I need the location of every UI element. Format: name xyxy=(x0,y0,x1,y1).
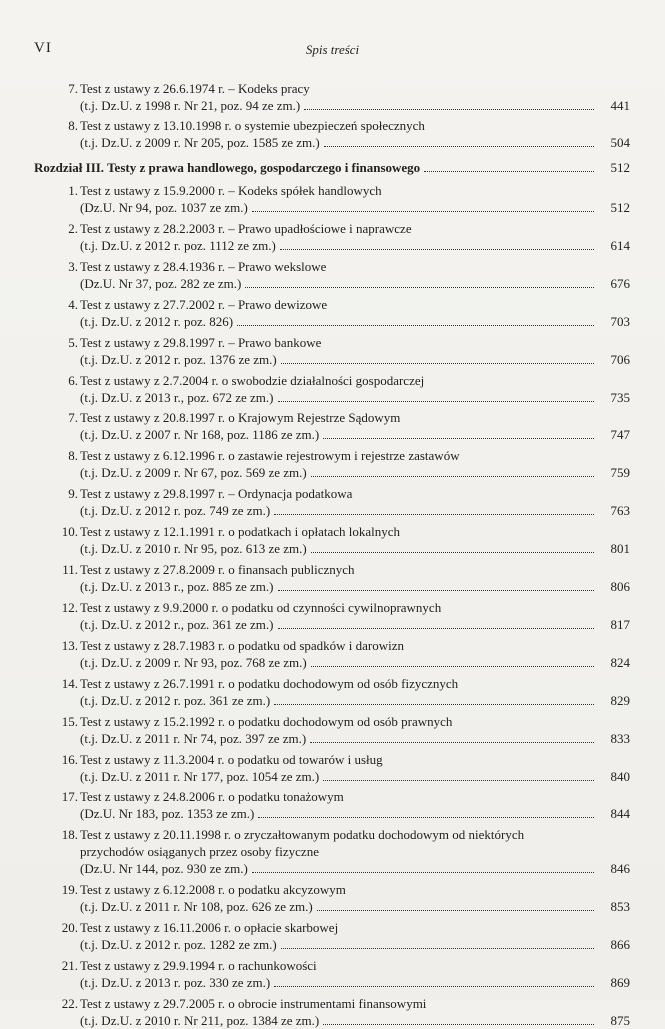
toc-entry-reference xyxy=(80,389,630,406)
toc-entry-title-line xyxy=(34,788,630,805)
toc-entry-number: 20. xyxy=(61,920,78,936)
toc-entry-number: 7. xyxy=(68,81,78,96)
toc-entry-reference xyxy=(80,860,630,877)
chapter-heading xyxy=(34,159,630,176)
toc-entry-title: Test z ustawy z 16.11.2006 r. o opłacie skarbowej xyxy=(80,920,339,936)
toc-entry xyxy=(34,561,630,595)
toc-entry-reference xyxy=(80,313,630,330)
toc-entry-title: Test z ustawy z 15.9.2000 r. – Kodeks spółek handlowych xyxy=(80,183,382,198)
chapter-heading-line xyxy=(34,159,630,176)
toc-entry-reference-line xyxy=(34,1012,630,1029)
toc-entry-title: Test z ustawy z 29.7.2005 r. o obrocie instrumentami finansowymi xyxy=(80,996,427,1012)
toc-entry-citation: (t.j. Dz.U. z 2011 r. Nr 177, poz. 1054 ze zm.) xyxy=(80,768,320,784)
toc-entry-reference-line xyxy=(34,313,630,330)
toc-entry-number: 4. xyxy=(68,296,78,312)
toc-entry-number: 5. xyxy=(68,334,78,350)
toc-entry-reference-line xyxy=(34,616,630,633)
toc-entry-number: 22. xyxy=(61,996,78,1012)
toc-entry-reference xyxy=(80,898,630,915)
toc-entry-citation: (t.j. Dz.U. z 2012 r., poz. 361 ze zm.) xyxy=(80,616,274,632)
toc-entry-reference-line xyxy=(34,805,630,822)
toc-entry-title-line xyxy=(34,843,630,860)
toc-entry-reference xyxy=(80,578,630,595)
leader-dots xyxy=(252,871,594,873)
leader-dots xyxy=(311,665,594,667)
leader-dots xyxy=(281,362,594,364)
toc-entry-title: Test z ustawy z 20.11.1998 r. o zryczałtowanym podatku dochodowym od niektórych xyxy=(80,827,525,843)
toc-entry-reference xyxy=(80,654,630,671)
toc-entry-number: 6. xyxy=(68,372,78,388)
toc-entry-reference-line xyxy=(34,389,630,406)
toc-entry-reference-line xyxy=(34,351,630,368)
toc-entry-reference xyxy=(80,768,630,785)
toc-entry-reference xyxy=(80,426,630,443)
toc-entry-page: 441 xyxy=(610,98,630,113)
toc-entry xyxy=(34,826,630,877)
toc-entry xyxy=(34,220,630,254)
toc-entry-citation: (t.j. Dz.U. z 2013 r., poz. 672 ze zm.) xyxy=(80,389,274,405)
leader-dots xyxy=(323,1023,594,1025)
toc-entry-title: Test z ustawy z 28.2.2003 r. – Prawo upadłościowe i naprawcze xyxy=(80,220,412,236)
toc-entry-title: Test z ustawy z 27.7.2002 r. – Prawo dewizowe xyxy=(80,296,328,312)
toc-entry-reference-line xyxy=(34,692,630,709)
toc-entry-reference-line xyxy=(34,540,630,557)
toc-entry-page: 676 xyxy=(610,275,630,291)
toc-entry-page: 706 xyxy=(610,351,630,367)
toc-entry-number: 7. xyxy=(68,410,78,426)
toc-entry-title-line xyxy=(34,995,630,1012)
toc-entry-citation: (t.j. Dz.U. z 2011 r. Nr 108, poz. 626 ze zm.) xyxy=(80,899,313,915)
leader-dots xyxy=(274,985,594,987)
toc-entry-number: 9. xyxy=(68,486,78,502)
toc-entry xyxy=(34,372,630,406)
toc-entry-title: Test z ustawy z 6.12.1996 r. o zastawie rejestrowym i rejestrze zastawów xyxy=(80,448,460,464)
toc-entry-number: 15. xyxy=(61,713,78,729)
toc-entry-title-line xyxy=(34,599,630,616)
leader-dots xyxy=(324,145,594,147)
toc-entry-number: 21. xyxy=(61,958,78,974)
toc-entry-number: 17. xyxy=(61,789,78,805)
toc-entry-reference xyxy=(80,237,630,254)
chapter-title: Rozdział III. Testy z prawa handlowego, gospodarczego i finansowego xyxy=(34,159,421,175)
leader-dots xyxy=(323,437,594,439)
toc-entry-reference xyxy=(80,97,630,114)
toc-entry-citation: (t.j. Dz.U. z 2012 r. poz. 1376 ze zm.) xyxy=(80,351,277,367)
toc-entry xyxy=(34,881,630,915)
toc-entry-reference xyxy=(80,134,630,151)
toc-entry-page: 504 xyxy=(610,135,630,151)
toc-entry-citation: (Dz.U. Nr 144, poz. 930 ze zm.) xyxy=(80,861,248,877)
toc-entry-page: 829 xyxy=(610,692,630,708)
toc-entry-reference xyxy=(80,540,630,557)
toc-entry-reference xyxy=(80,805,630,822)
toc-entry-page: 853 xyxy=(610,899,630,915)
toc-entry-page: 869 xyxy=(610,975,630,991)
leader-dots xyxy=(278,589,594,591)
toc-entry-title-line xyxy=(34,561,630,578)
page-header xyxy=(0,40,665,60)
toc-entry-citation: (Dz.U. Nr 183, poz. 1353 ze zm.) xyxy=(80,806,255,822)
toc-entry-title-line xyxy=(34,447,630,464)
toc-entry-title-line xyxy=(34,220,630,237)
toc-entry xyxy=(34,334,630,368)
toc-entry-page: 844 xyxy=(610,806,630,822)
toc-entry xyxy=(34,919,630,953)
toc-entry-number: 10. xyxy=(61,524,78,540)
toc-entry-title: Test z ustawy z 20.8.1997 r. o Krajowym Rejestrze Sądowym xyxy=(80,410,401,426)
toc-entry-citation: (t.j. Dz.U. z 2009 r. Nr 205, poz. 1585 ze zm.) xyxy=(80,135,320,151)
toc-entry xyxy=(34,713,630,747)
leader-dots xyxy=(280,248,594,250)
toc-entry-page: 806 xyxy=(610,579,630,594)
toc-entry-title: Test z ustawy z 26.7.1991 r. o podatku dochodowym od osób fizycznych xyxy=(80,675,459,691)
running-title: Spis treści xyxy=(305,42,360,57)
toc-entry-title-line xyxy=(34,117,630,134)
toc-entry-number: 12. xyxy=(61,599,78,615)
leader-dots xyxy=(245,286,594,288)
leader-dots xyxy=(281,947,594,949)
toc-entry-citation: (t.j. Dz.U. z 2013 r. poz. 330 ze zm.) xyxy=(80,975,271,991)
toc-entry xyxy=(34,117,630,151)
toc-entry-number: 8. xyxy=(68,448,78,464)
toc-entry-citation: (t.j. Dz.U. z 2010 r. Nr 211, poz. 1384 ze zm.) xyxy=(80,1013,320,1029)
toc-entry-title-line xyxy=(34,523,630,540)
toc-entry-title: Test z ustawy z 15.2.1992 r. o podatku dochodowym od osób prawnych xyxy=(80,713,453,729)
toc-entry-title-line xyxy=(34,881,630,898)
toc-entry-number: 18. xyxy=(61,827,78,843)
toc-entry-page: 824 xyxy=(610,654,630,670)
chapter-page: 512 xyxy=(610,159,630,175)
leader-dots xyxy=(278,627,594,629)
toc-entry-page: 703 xyxy=(610,313,630,329)
toc-entry-title-line xyxy=(34,258,630,275)
toc-entry-reference-line xyxy=(34,502,630,519)
leader-dots xyxy=(311,551,594,553)
toc-entry-title: Test z ustawy z 6.12.2008 r. o podatku akcyzowym xyxy=(80,882,346,898)
toc-entry-title: Test z ustawy z 26.6.1974 r. – Kodeks pracy xyxy=(80,81,310,96)
toc-entry-title: Test z ustawy z 29.8.1997 r. – Prawo bankowe xyxy=(80,334,322,350)
toc-entry-title: Test z ustawy z 11.3.2004 r. o podatku od towarów i usług xyxy=(80,751,383,767)
toc-entry-title-line xyxy=(34,957,630,974)
toc-entry-citation: (t.j. Dz.U. z 2012 r. poz. 361 ze zm.) xyxy=(80,692,271,708)
toc-entry-citation: (t.j. Dz.U. z 2012 r. poz. 1282 ze zm.) xyxy=(80,937,277,953)
toc-entry-citation: (t.j. Dz.U. z 2009 r. Nr 93, poz. 768 ze zm.) xyxy=(80,654,307,670)
toc-entry-page: 866 xyxy=(610,937,630,953)
leader-dots xyxy=(278,400,594,402)
toc-entry-page: 875 xyxy=(610,1013,630,1029)
toc-entry-page: 747 xyxy=(610,427,630,443)
toc-entry-reference-line xyxy=(34,974,630,991)
toc-entry-page: 833 xyxy=(610,730,630,746)
leader-dots xyxy=(310,741,594,743)
toc-entry-title-line xyxy=(34,485,630,502)
toc-entry-reference xyxy=(80,351,630,368)
toc-entry-title: Test z ustawy z 12.1.1991 r. o podatkach i opłatach lokalnych xyxy=(80,524,401,540)
toc-entry xyxy=(34,995,630,1029)
leader-dots xyxy=(323,779,594,781)
toc-entry xyxy=(34,447,630,481)
toc-entry xyxy=(34,258,630,292)
toc-entry-reference-line xyxy=(34,898,630,915)
toc-entry xyxy=(34,637,630,671)
toc-entry-title-line xyxy=(34,334,630,351)
toc-entry-citation: (t.j. Dz.U. z 2010 r. Nr 95, poz. 613 ze zm.) xyxy=(80,541,307,557)
toc-entry xyxy=(34,80,630,114)
toc-entry-reference xyxy=(80,974,630,991)
chapter-heading-row xyxy=(34,159,630,176)
toc-entry-page: 801 xyxy=(610,541,630,557)
toc-entry-reference-line xyxy=(34,199,630,216)
toc-entry-reference-line xyxy=(34,860,630,877)
toc-entry-citation: (t.j. Dz.U. z 2007 r. Nr 168, poz. 1186 ze zm.) xyxy=(80,427,320,443)
toc-entry-page: 846 xyxy=(610,861,630,877)
toc-entry-reference-line xyxy=(34,134,630,151)
page-number: VI xyxy=(34,40,52,56)
toc-entry xyxy=(34,182,630,216)
leader-dots xyxy=(424,170,594,172)
toc-entry-page: 817 xyxy=(610,616,630,632)
toc-entry-title-line xyxy=(34,637,630,654)
toc-entry-title: Test z ustawy z 2.7.2004 r. o swobodzie działalności gospodarczej xyxy=(80,372,425,388)
toc-entry-citation: (t.j. Dz.U. z 2012 r. poz. 1112 ze zm.) xyxy=(80,237,276,253)
toc-entry-page: 763 xyxy=(610,503,630,519)
toc-entry-title-continued: przychodów osiąganych przez osoby fizyczne xyxy=(80,844,319,860)
toc-entry-citation: (t.j. Dz.U. z 2013 r., poz. 885 ze zm.) xyxy=(80,579,274,594)
toc-entry-reference xyxy=(80,936,630,953)
toc-entry xyxy=(34,788,630,822)
toc-entry-reference-line xyxy=(34,936,630,953)
toc-entry-page: 512 xyxy=(610,200,630,215)
toc-entry-reference-line xyxy=(34,275,630,292)
toc-entry-reference-line xyxy=(34,730,630,747)
toc-entry xyxy=(34,957,630,991)
toc-entry-title: Test z ustawy z 27.8.2009 r. o finansach publicznych xyxy=(80,562,355,577)
leader-dots xyxy=(237,324,594,326)
leader-dots xyxy=(274,513,594,515)
toc-entry-reference-line xyxy=(34,237,630,254)
toc-entry-citation: (Dz.U. Nr 94, poz. 1037 ze zm.) xyxy=(80,200,248,215)
leader-dots xyxy=(317,909,594,911)
toc-entry-page: 614 xyxy=(610,237,630,253)
toc-entry-title-line xyxy=(34,751,630,768)
toc-entry-reference-line xyxy=(34,426,630,443)
toc-entry-reference-line xyxy=(34,578,630,595)
toc-entry-title: Test z ustawy z 24.8.2006 r. o podatku tonażowym xyxy=(80,789,344,805)
toc-entry-page: 735 xyxy=(610,389,630,405)
toc-entry-citation: (Dz.U. Nr 37, poz. 282 ze zm.) xyxy=(80,275,242,291)
toc-entry-title: Test z ustawy z 29.8.1997 r. – Ordynacja podatkowa xyxy=(80,486,353,502)
toc-entry-citation: (t.j. Dz.U. z 2011 r. Nr 74, poz. 397 ze zm.) xyxy=(80,730,307,746)
toc-entry xyxy=(34,485,630,519)
toc-entry xyxy=(34,675,630,709)
toc-entry xyxy=(34,523,630,557)
toc-entry-title-line xyxy=(34,409,630,426)
toc-entry-reference xyxy=(80,1012,630,1029)
toc-entry-title: Test z ustawy z 29.9.1994 r. o rachunkowości xyxy=(80,958,317,974)
toc-entry-title: Test z ustawy z 28.4.1936 r. – Prawo wekslowe xyxy=(80,258,327,274)
toc-entry-title-line xyxy=(34,372,630,389)
toc-entry-reference xyxy=(80,502,630,519)
toc-entry-title-line xyxy=(34,675,630,692)
toc-entry-number: 19. xyxy=(61,882,78,898)
toc-entry-title: Test z ustawy z 9.9.2000 r. o podatku od czynności cywilnoprawnych xyxy=(80,599,442,615)
toc-entry xyxy=(34,296,630,330)
toc-entry-reference-line xyxy=(34,654,630,671)
toc-entry-title: Test z ustawy z 28.7.1983 r. o podatku od spadków i darowizn xyxy=(80,637,405,653)
toc-entry-title: Test z ustawy z 13.10.1998 r. o systemie ubezpieczeń społecznych xyxy=(80,118,425,134)
toc-entry-number: 2. xyxy=(68,220,78,236)
toc-entry-reference xyxy=(80,199,630,216)
toc-entry-number: 3. xyxy=(68,258,78,274)
toc-entry-citation: (t.j. Dz.U. z 2012 r. poz. 826) xyxy=(80,313,234,329)
toc-entry xyxy=(34,751,630,785)
leader-dots xyxy=(258,816,594,818)
toc-entry-title-line xyxy=(34,919,630,936)
toc-entry-page: 759 xyxy=(610,465,630,481)
toc-entry-reference-line xyxy=(34,97,630,114)
toc-entry-reference xyxy=(80,464,630,481)
toc-entry-reference-line xyxy=(34,464,630,481)
toc-entry xyxy=(34,409,630,443)
toc-entry-title-line xyxy=(34,80,630,97)
toc-entry-number: 14. xyxy=(61,675,78,691)
leader-dots xyxy=(252,210,594,212)
toc-entry-title-line xyxy=(34,296,630,313)
toc-entry xyxy=(34,599,630,633)
toc-entry-number: 1. xyxy=(68,183,78,198)
toc-entry-number: 11. xyxy=(62,562,78,577)
leader-dots xyxy=(311,475,594,477)
toc-entry-title-line xyxy=(34,182,630,199)
leader-dots xyxy=(274,703,594,705)
toc-entry-number: 16. xyxy=(61,751,78,767)
toc-entry-reference xyxy=(80,616,630,633)
leader-dots xyxy=(304,108,594,110)
toc-entry-citation: (t.j. Dz.U. z 2009 r. Nr 67, poz. 569 ze zm.) xyxy=(80,465,307,481)
toc-entry-citation: (t.j. Dz.U. z 1998 r. Nr 21, poz. 94 ze zm.) xyxy=(80,98,301,113)
toc-entry-number: 8. xyxy=(68,118,78,134)
toc-entry-title-line xyxy=(34,713,630,730)
toc-entry-page: 840 xyxy=(610,768,630,784)
toc-entry-reference xyxy=(80,692,630,709)
toc-entry-citation: (t.j. Dz.U. z 2012 r. poz. 749 ze zm.) xyxy=(80,503,271,519)
toc-entry-reference-line xyxy=(34,768,630,785)
toc-entry-reference xyxy=(80,730,630,747)
toc-entry-number: 13. xyxy=(61,637,78,653)
toc-entry-title-line xyxy=(34,826,630,843)
toc-entry-reference xyxy=(80,275,630,292)
